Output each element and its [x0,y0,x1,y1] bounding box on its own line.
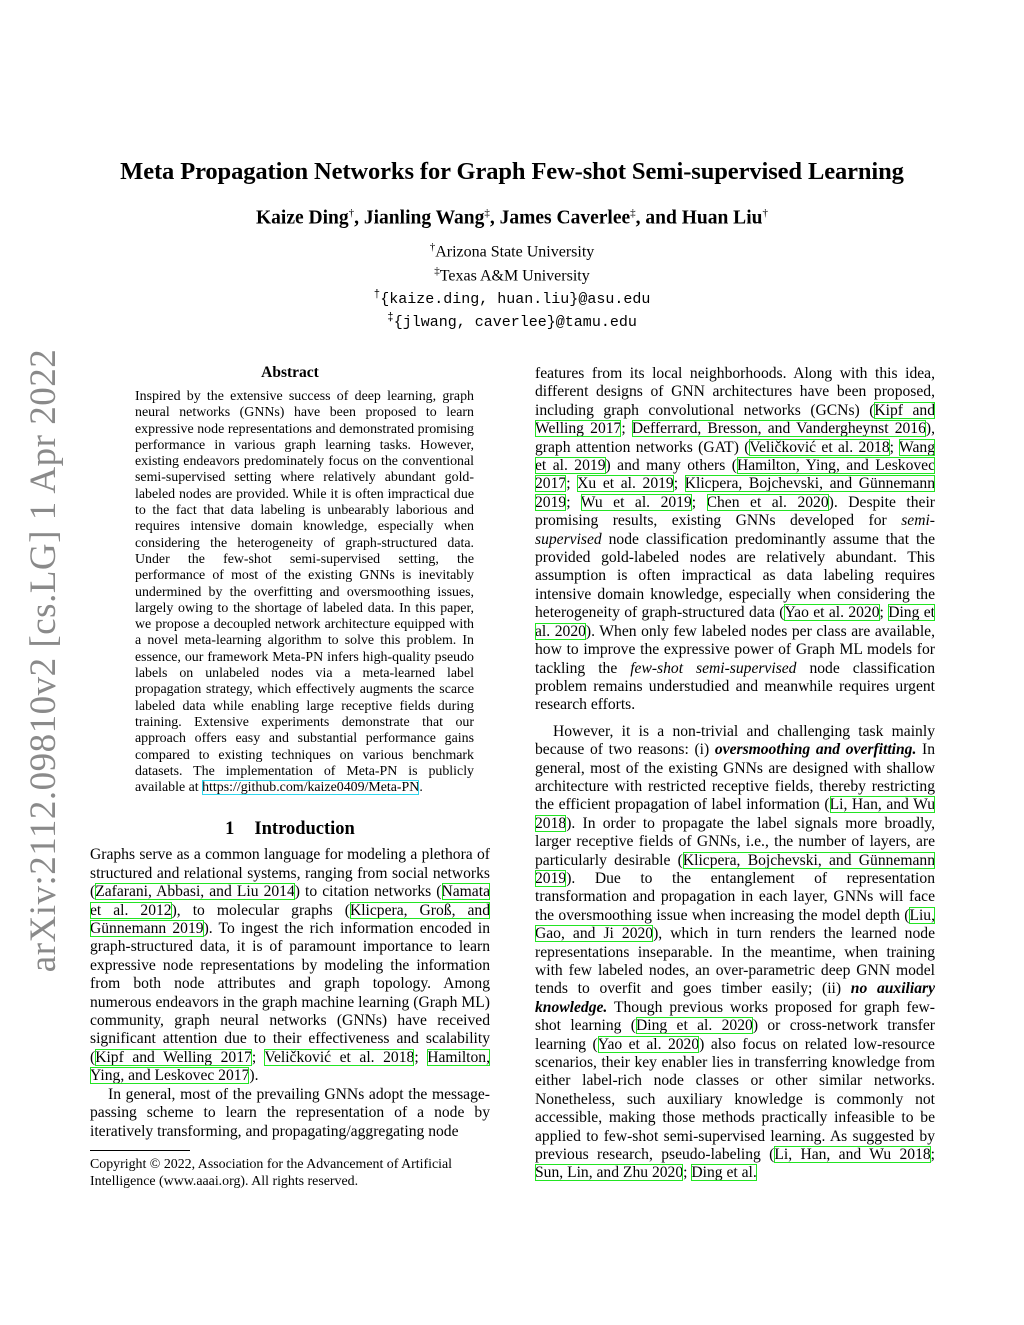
citation-link[interactable]: Klicpera, Bojchevski, and Günnemann 2019 [535,475,936,511]
author-name: Huan Liu [681,207,763,229]
citation-link[interactable]: Veličković et al. 2018 [749,438,890,456]
abstract-heading: Abstract [261,364,319,381]
citation-link[interactable]: Defferrard, Bresson, and Vandergheynst 2016 [631,420,926,438]
citation-link[interactable]: Liu, Gao, and Ji 2020 [535,906,935,943]
citation-link[interactable]: Xu et al. 2019 [577,475,674,493]
citation-link[interactable]: Li, Han, and Wu 2018 [535,796,935,832]
affiliations [0,238,1024,333]
affiliation-line: †Arizona State University [429,241,595,261]
author-list: Kaize Ding†, Jianling Wang‡, James Caverlee‡, and Huan Liu† [256,207,768,229]
emphasis: few-shot semi-supervised [630,659,797,677]
intro-paragraph-1: Graphs serve as a common language for modeling a plethora of structured and relational systems, ranging from social networks (Zafarani, Abbasi, and Liu 2014) to citation networks (Namata et al. 2012), to molecular graphs (Klicpera, Groß, and Günnemann 2019). To ingest the rich information encoded in graph-structured data, it is of paramount importance to learn expressive node representations by modeling the information from both node attributes and graph topology. Among numerous endeavors in the graph machine learning (Graph ML) community, graph neural networks (GNNs) have received significant attention due to their effectiveness and scalability (Kipf and Welling 2017; Veličković et al. 2018; Hamilton, Ying, and Leskovec 2017). [90,846,490,1085]
affiliation-mark: † [762,207,768,219]
citation-link[interactable]: Wang et al. 2019 [535,438,935,475]
citation-link[interactable]: Sun, Lin, and Zhu 2020 [535,1164,684,1182]
affiliation-mark: ‡ [484,207,490,219]
citation-link[interactable]: Zafarani, Abbasi, and Liu 2014 [95,883,295,901]
section-heading-introduction [90,820,490,838]
section-title: Introduction [254,819,355,839]
citation-link[interactable]: Ding et al. 2020 [635,1017,753,1035]
author-name: Kaize Ding [256,207,349,229]
citation-link[interactable]: Li, Han, and Wu 2018 [774,1146,931,1164]
citation-link[interactable]: Kipf and Welling 2017 [95,1048,252,1066]
abstract-text: Inspired by the extensive success of deep learning, graph neural networks (GNNs) have been proposed to learn expressive node representations and demonstrated promising performance in various graph learning tasks. However, existing endeavors predominately focus on the conventional semi-supervised setting where relatively abundant gold-labeled nodes are provided. While it is often impractical due to the fact that data labeling is unbearably laborious and requires intensive domain knowledge, especially when considering the heterogeneity of graph-structured data. Under the few-shot semi-supervised setting, the performance of most of the existing GNNs is inevitably undermined by the overfitting and oversmoothing issues, largely owing to the shortage of labeled data. In this paper, we propose a decoupled network architecture equipped with a novel meta-learning algorithm to solve this problem. In essence, our framework Meta-PN infers high-quality pseudo labels on unlabeled nodes via a meta-learned label propagation strategy, which effectively augments the scarce labeled data while enabling large receptive fields during training. Extensive experiments demonstrate that our approach offers easy and substantial performance gains compared to existing techniques on various benchmark datasets. The implementation of Meta-PN is publicly available at [135,389,474,796]
citation-link[interactable]: Wu et al. 2019 [580,493,692,511]
arxiv-identifier: arXiv:2112.09810v2 [cs.LG] 1 Apr 2022 [23,348,65,972]
paper-title: Meta Propagation Networks for Graph Few-shot Semi-supervised Learning [120,158,904,185]
author-name: James Caverlee [499,207,631,229]
copyright-footnote: Copyright © 2022, Association for the Advancement of Artificial Intelligence (www.aaai.org). All rights reserved. [90,1156,452,1189]
right-column [535,365,935,1183]
emphasis: semi-supervised [535,512,935,548]
citation-link[interactable]: Yao et al. 2020 [784,604,880,622]
citation-link[interactable]: Yao et al. 2020 [597,1035,700,1053]
citation-link[interactable]: Hamilton, Ying, and Leskovec 2017 [90,1048,490,1085]
section-number: 1 [225,819,235,839]
citation-link[interactable]: Klicpera, Bojchevski, and Günnemann 2019 [535,851,935,887]
left-column [90,820,490,1191]
citation-link[interactable]: Hamilton, Ying, and Leskovec 2017 [535,457,936,493]
citation-link[interactable]: Veličković et al. 2018 [264,1048,415,1066]
bold-italic-term: no auxiliary knowledge. [535,980,936,1016]
citation-link[interactable]: Kipf and Welling 2017 [535,401,936,438]
email-line: ‡{jlwang, caverlee}@tamu.edu [387,312,637,332]
author-name: Jianling Wang [363,207,485,229]
email-line: †{kaize.ding, huan.liu}@asu.edu [373,288,651,308]
citation-link[interactable]: Chen et al. 2020 [706,493,829,511]
affiliation-line: ‡Texas A&M University [434,264,590,285]
right-paragraph-2: However, it is a non-trivial and challenging task mainly because of two reasons: (i) oversmoothing and overfitting. In general, most of the existing GNNs are designed with shallow architecture with restricted receptive fields, thereby restricting the efficient propagation of label information (Li, Han, and Wu 2018). In order to propagate the label signals more broadly, larger receptive fields of GNNs, i.e., the number of layers, are particularly desirable (Klicpera, Bojchevski, and Günnemann 2019). Due to the entanglement of representation transformation and propagation in each layer, GNNs will face the oversmoothing issue when increasing the model depth (Liu, Gao, and Ji 2020), which in turn renders the learned node representations inseparable. In the meantime, when training with few labeled nodes, an over-parametric deep GNN model tends to overfit and goes timber easily; (ii) no auxiliary knowledge. Though previous works proposed for graph few-shot learning (Ding et al. 2020) or cross-network transfer learning (Yao et al. 2020) also focus on related low-resource scenarios, their key enabler lies in transferring knowledge from either label-rich node classes or other similar networks. Nonetheless, such auxiliary knowledge is commonly not accessible, making those methods practically infeasible to be applied to few-shot semi-supervised learning. As suggested by previous research, pseudo-labeling (Li, Han, and Wu 2018; Sun, Lin, and Zhu 2020; Ding et al. [535,722,936,1182]
citation-link[interactable]: Ding et al. [691,1164,757,1182]
affiliation-mark: ‡ [630,207,636,219]
affiliation-mark: † [348,207,355,219]
citation-link[interactable]: Klicpera, Groß, and Günnemann 2019 [90,901,490,938]
arxiv-watermark [23,348,65,972]
intro-paragraph-2: In general, most of the prevailing GNNs adopt the message-passing scheme to learn the representation of a node by iteratively transforming, and propagating/aggregating node [90,1085,490,1140]
code-link[interactable]: https://github.com/kaize0409/Meta-PN [202,780,420,796]
bold-italic-term: oversmoothing and overfitting. [714,741,917,759]
footnote-rule [90,1150,190,1151]
abstract-body: Inspired by the extensive success of deep learning, graph neural networks (GNNs) have been proposed to learn expressive node representations and demonstrated promising performance in various graph learning tasks. However, existing endeavors predominately focus on the conventional semi-supervised setting where relatively abundant gold-labeled nodes are provided. While it is often impractical due to the fact that data labeling is unbearably laborious and requires intensive domain knowledge, especially when considering the heterogeneity of graph-structured data. Under the few-shot semi-supervised setting, the performance of most of the existing GNNs is inevitably undermined by the overfitting and oversmoothing issues, largely owing to the shortage of labeled data. In this paper, we propose a decoupled network architecture equipped with a novel meta-learning algorithm to solve this problem. In essence, our framework Meta-PN infers high-quality pseudo labels on unlabeled nodes via a meta-learned label propagation strategy, which effectively augments the scarce labeled data while enabling large receptive fields during training. Extensive experiments demonstrate that our approach offers easy and substantial performance gains compared to existing techniques on various benchmark datasets. The implementation of Meta-PN is publicly available at https://github.com/kaize0409/Meta-PN. [135,389,474,796]
citation-link[interactable]: Namata et al. 2012 [90,883,490,919]
citation-link[interactable]: Ding et al. 2020 [535,604,935,640]
right-paragraph-1: features from its local neighborhoods. Along with this idea, different designs of GNN architectures have been proposed, including graph convolutional networks (GCNs) (Kipf and Welling 2017; Defferrard, Bresson, and Vandergheynst 2016), graph attention networks (GAT) (Veličković et al. 2018; Wang et al. 2019) and many others (Hamilton, Ying, and Leskovec 2017; Xu et al. 2019; Klicpera, Bojchevski, and Günnemann 2019; Wu et al. 2019; Chen et al. 2020). Despite their promising results, existing GNNs developed for semi-supervised node classification predominantly assume that the provided gold-labeled nodes are relatively abundant. This assumption is often impractical as data labeling requires intensive domain knowledge, especially when considering the heterogeneity of graph-structured data (Yao et al. 2020; Ding et al. 2020). When only few labeled nodes per class are available, how to improve the expressive power of Graph ML models for tackling the few-shot semi-supervised node classification problem remains understudied and meanwhile requires urgent research efforts. [535,365,936,714]
